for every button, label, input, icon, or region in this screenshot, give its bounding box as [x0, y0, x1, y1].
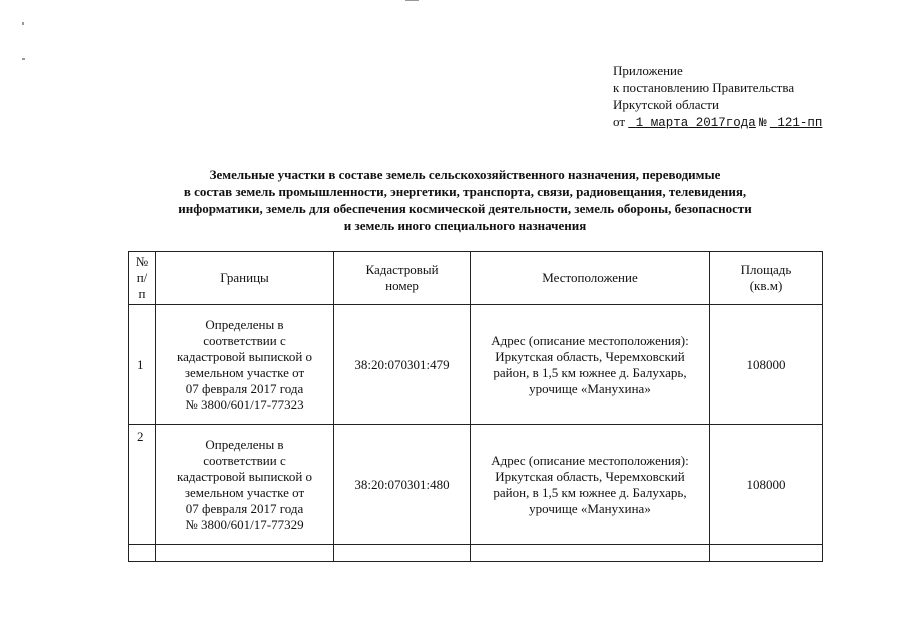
- table-row: [129, 425, 823, 545]
- row-number: 1: [129, 305, 156, 425]
- row-number: 2: [129, 425, 156, 545]
- land-plots-table: [128, 251, 823, 562]
- table-row-empty: [129, 545, 823, 562]
- empty-cell: [129, 545, 156, 562]
- row-area: 108000: [710, 305, 823, 425]
- row-borders: Определены в соответствии с кадастровой выпиской о земельном участке от 07 февраля 2017 года № 3800/601/17-77323: [156, 305, 334, 425]
- table-header-row: [129, 252, 823, 305]
- title-line-1: Земельные участки в составе земель сельскохозяйственного назначения, переводимые: [209, 167, 721, 182]
- title-line-3: информатики, земель для обеспечения космической деятельности, земель обороны, безопасности: [178, 201, 752, 216]
- empty-cell: [334, 545, 471, 562]
- title-line-2: в состав земель промышленности, энергетики, транспорта, связи, радиовещания, телевидения,: [183, 184, 747, 199]
- appendix-line-2: к постановлению Правительства: [613, 80, 795, 95]
- resolution-date-line: [613, 113, 822, 132]
- scan-artifact: [405, 0, 419, 1]
- header-number: № п/ п: [129, 252, 156, 305]
- date-prefix: от: [613, 114, 626, 129]
- empty-cell: [710, 545, 823, 562]
- header-cadastral-number: Кадастровый номер: [334, 252, 471, 305]
- row-cadastral-number: 38:20:070301:480: [334, 425, 471, 545]
- empty-cell: [156, 545, 334, 562]
- header-location: Местоположение: [471, 252, 710, 305]
- table-row: [129, 305, 823, 425]
- title-line-4: и земель иного специального назначения: [343, 218, 587, 233]
- document-title: [100, 166, 830, 234]
- row-cadastral-number: 38:20:070301:479: [334, 305, 471, 425]
- row-area: 108000: [710, 425, 823, 545]
- scan-artifact: [22, 58, 25, 60]
- scan-artifact: [22, 22, 24, 25]
- row-borders: Определены в соответствии с кадастровой выпиской о земельном участке от 07 февраля 2017 года № 3800/601/17-77329: [156, 425, 334, 545]
- header-borders: Границы: [156, 252, 334, 305]
- appendix-line-1: Приложение: [613, 63, 683, 78]
- number-label: №: [759, 116, 767, 130]
- row-location: Адрес (описание местоположения): Иркутская область, Черемховский район, в 1,5 км южнее д. Балухарь, урочище «Манухина»: [471, 425, 710, 545]
- empty-cell: [471, 545, 710, 562]
- appendix-line-3: Иркутской области: [613, 97, 719, 112]
- resolution-number: 121-пп: [777, 116, 823, 130]
- resolution-date: 1 марта 2017года: [635, 116, 756, 130]
- header-area: Площадь (кв.м): [710, 252, 823, 305]
- appendix-header: [613, 62, 822, 132]
- row-location: Адрес (описание местоположения): Иркутская область, Черемховский район, в 1,5 км южнее д. Балухарь, урочище «Манухина»: [471, 305, 710, 425]
